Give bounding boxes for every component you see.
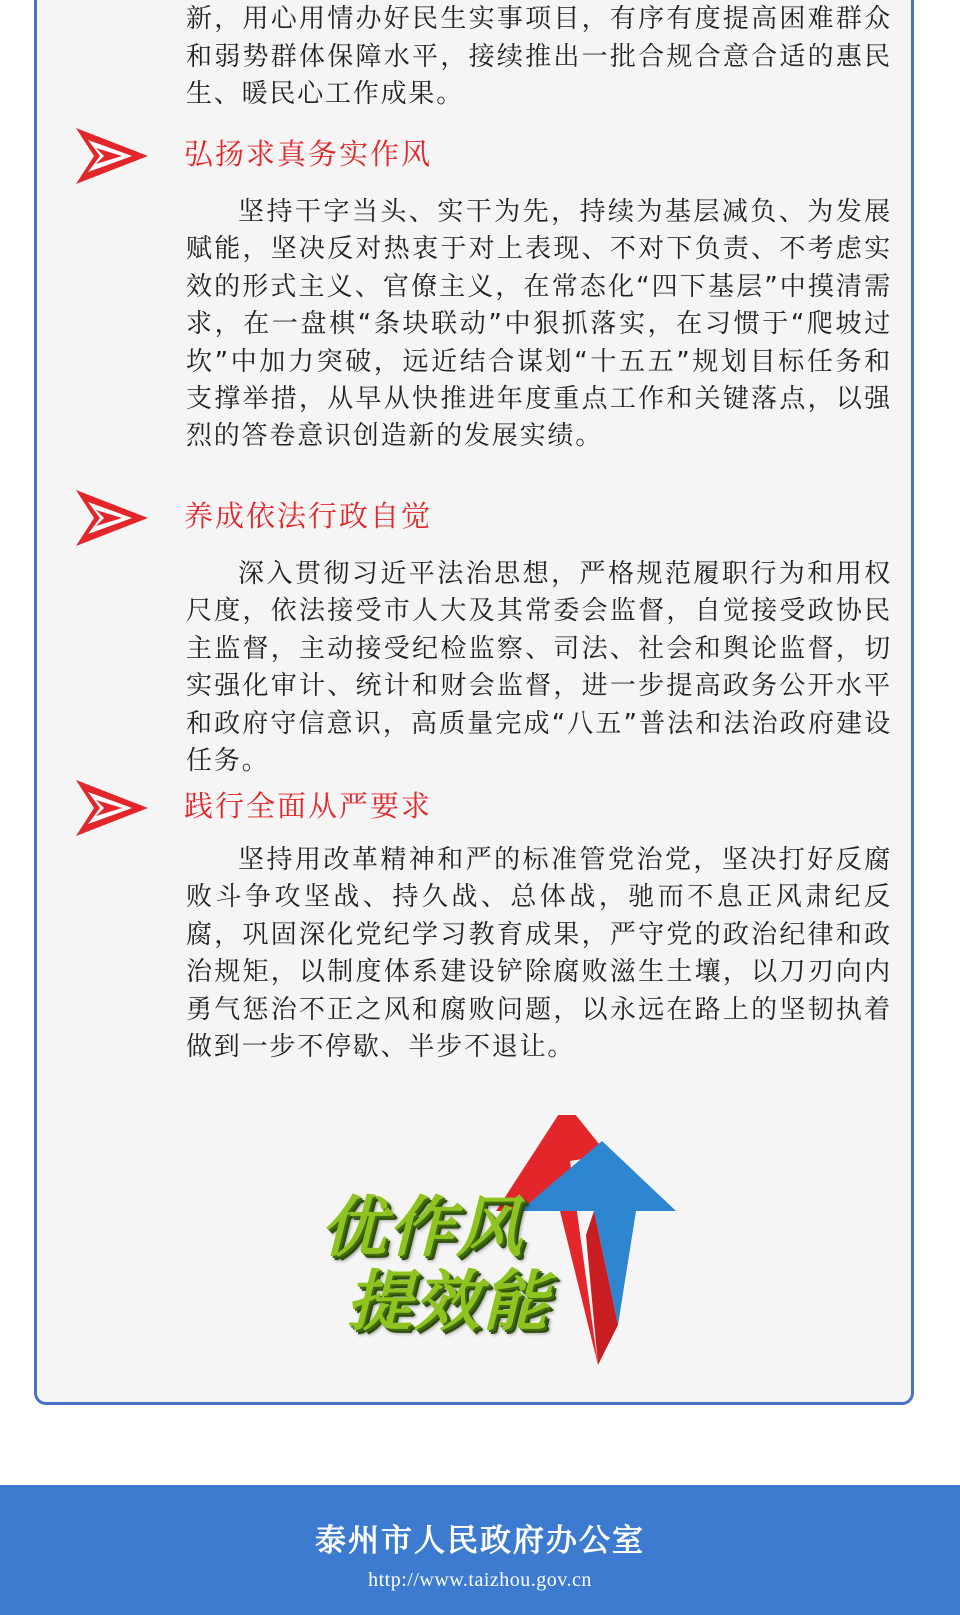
section-title-2: 养成依法行政自觉	[184, 499, 433, 533]
red-arrow-icon	[76, 780, 148, 836]
red-arrow-icon	[76, 490, 148, 546]
intro-section	[186, 0, 892, 122]
slogan-line-2: 提效能	[346, 1263, 550, 1340]
slogan-graphic	[320, 1115, 700, 1375]
section-body-3: 坚持用改革精神和严的标准管党治党，坚决打好反腐败斗争攻坚战、持久战、总体战，驰而不息正风肃纪反腐，巩固深化党纪学习教育成果，严守党的政治纪律和政治规矩，以制度体系建设铲除腐败滋生土壤，以刀刃向内勇气惩治不正之风和腐败问题，以永远在路上的坚韧执着做到一步不停歇、半步不退让。	[186, 845, 892, 1063]
section-body-1: 坚持干字当头、实干为先，持续为基层减负、为发展赋能，坚决反对热衷于对上表现、不对下负责、不考虑实效的形式主义、官僚主义，在常态化“四下基层”中摸清需求，在一盘棋“条块联动”中狠抓落实，在习惯于“爬坡过坎”中加力突破，远近结合谋划“十五五”规划目标任务和支撑举措，从早从快推进年度重点工作和关键落点，以强烈的答卷意识创造新的发展实绩。	[186, 197, 892, 452]
red-arrow-icon	[76, 128, 148, 184]
section-title-3: 践行全面从严要求	[184, 789, 433, 823]
intro-paragraph: 新，用心用情办好民生实事项目，有序有度提高困难群众和弱势群体保障水平，接续推出一批合规合意合适的惠民生、暖民心工作成果。	[186, 4, 892, 110]
section-title-1: 弘扬求真务实作风	[184, 137, 433, 171]
footer-organization: 泰州市人民政府办公室	[315, 1523, 645, 1559]
section-body-2: 深入贯彻习近平法治思想，严格规范履职行为和用权尺度，依法接受市人大及其常委会监督，自觉接受政协民主监督，主动接受纪检监察、司法、社会和舆论监督，切实强化审计、统计和财会监督，进一步提高政务公开水平和政府守信意识，高质量完成“八五”普法和法治政府建设任务。	[186, 559, 892, 777]
slogan-line-1: 优作风	[320, 1189, 524, 1266]
footer	[0, 1485, 960, 1615]
footer-url-link[interactable]: http://www.taizhou.gov.cn	[368, 1569, 592, 1591]
